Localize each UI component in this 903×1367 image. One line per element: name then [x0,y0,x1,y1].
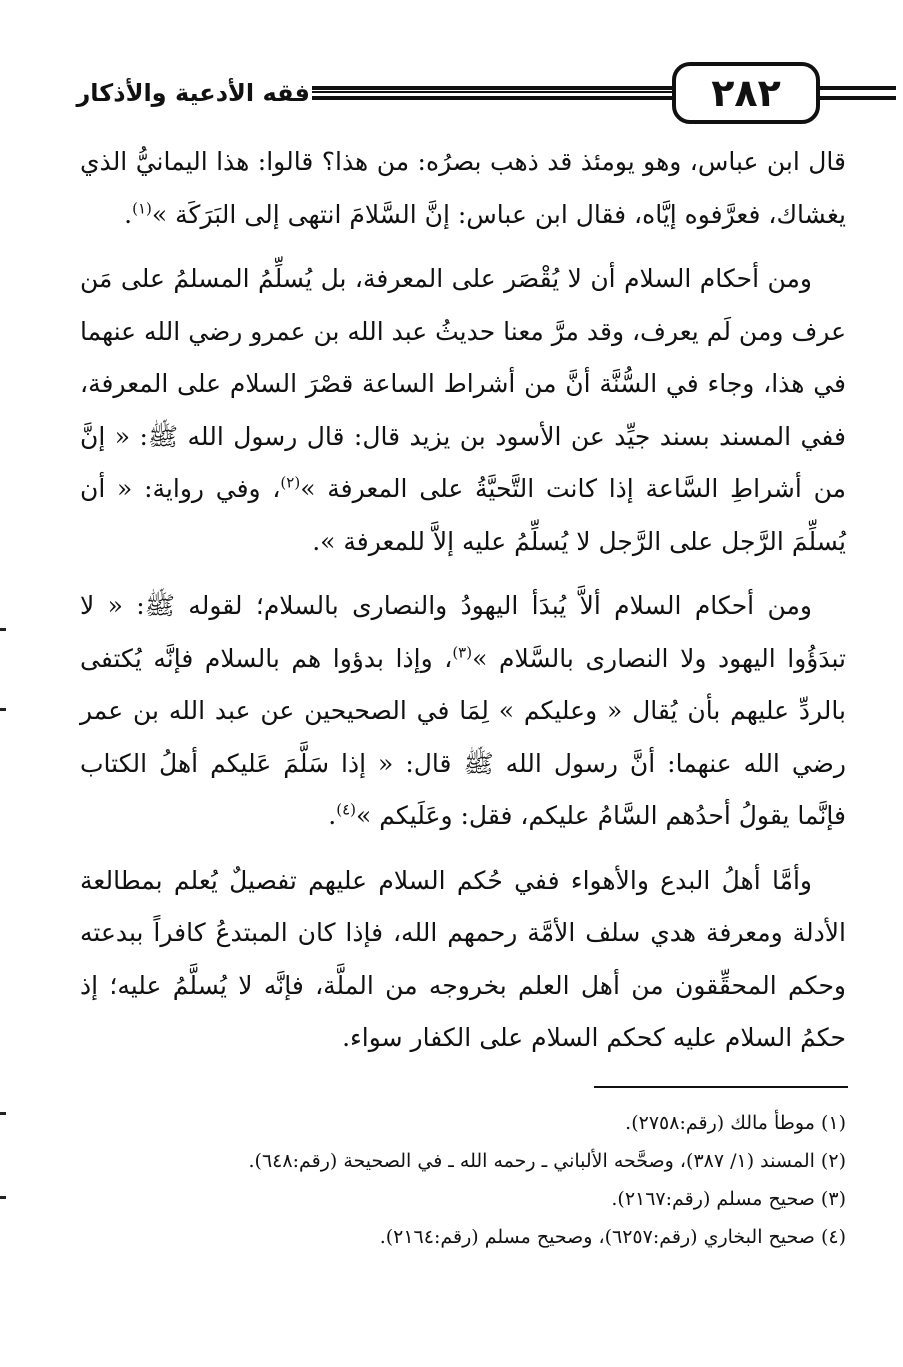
footnote-ref-2: (٢) [280,473,301,492]
footnote-ref-4: (٤) [336,800,357,819]
footnote-separator [594,1086,848,1088]
paragraph-2 [80,253,846,568]
paragraph-tail: . [124,199,133,229]
paragraph-text: ومن أحكام السلام ألاَّ يُبدَأ اليهودُ والنصارى بالسلام؛ لقوله ﷺ: « لا تبدَؤُوا اليهود ولا النصارى بالسَّلام » [80,591,846,673]
scan-mark [0,628,6,631]
paragraph-4 [80,855,846,1065]
page-number: ٢٨٢ [672,62,820,124]
paragraph-text: قال ابن عباس، وهو يومئذ قد ذهب بصرُه: من هذا؟ قالوا: هذا اليمانيُّ الذي يغشاك، فعرَّفوه إيَّاه، فقال ابن عباس: إنَّ السَّلامَ انتهى إلى البَرَكَة » [80,147,846,229]
header-rule-left [312,86,672,100]
main-text [80,136,846,1077]
paragraph-tail: ، وفي رواية: « أن يُسلِّمَ الرَّجل على الرَّجل لا يُسلِّمُ عليه إلاَّ للمعرفة ». [80,474,846,556]
footnote-ref-3: (٣) [452,643,473,662]
paragraph-1 [80,136,846,241]
page-header [62,62,838,124]
footnote-3: (٣) صحيح مسلم (رقم:٢١٦٧). [611,1188,846,1210]
header-rule-right [820,86,896,100]
paragraph-3 [80,580,846,843]
footnote-2: (٢) المسند (١/ ٣٨٧)، وصحَّحه الألباني ـ رحمه الله ـ في الصحيحة (رقم:٦٤٨). [248,1150,846,1172]
scan-mark [0,1112,6,1115]
footnote-4: (٤) صحيح البخاري (رقم:٦٢٥٧)، وصحيح مسلم (رقم:٢١٦٤). [379,1226,846,1248]
paragraph-tail-2: . [328,801,337,830]
scan-mark [0,708,6,711]
paragraph-tail: ، وإذا بدؤوا هم بالسلام فإنَّه يُكتفى بالردِّ عليهم بأن يُقال « وعليكم » لِمَا في الصحيحين عن عبد الله بن عمر رضي الله عنهما: أنَّ رسول الله ﷺ قال: « إذا سَلَّمَ عَليكم أهلُ الكتاب فإنَّما يقولُ أحدُهم السَّامُ عليكم، فقل: وعَلَيكم » [80,643,846,830]
footnote-ref-1: (١) [132,199,152,218]
footnotes [80,1104,846,1256]
paragraph-text: ومن أحكام السلام أن لا يُقْصَر على المعرفة، بل يُسلِّمُ المسلمُ على مَن عرف ومن لَم يعرف، وقد مرَّ معنا حديثُ عبد الله بن عمرو رضي الله عنهما في هذا، وجاء في السُّنَّة أنَّ من أشراط الساعة قصْرَ السلام على المعرفة، ففي المسند بسند جيِّد عن الأسود بن يزيد قال: قال رسول الله ﷺ: « إنَّ من أشراطِ السَّاعة إذا كانت التَّحيَّةُ على المعرفة » [80,264,846,503]
scan-mark [0,1196,6,1199]
paragraph-text: وأمَّا أهلُ البدع والأهواء ففي حُكم السلام عليهم تفصيلٌ يُعلم بمطالعة الأدلة ومعرفة هدي سلف الأمَّة رحمهم الله، فإذا كان المبتدعُ كافراً ببدعته وحكم المحقِّقون من أهل العلم بخروجه من الملَّة، فإنَّه لا يُسلَّمُ عليه؛ إذ حكمُ السلام عليه كحكم السلام على الكفار سواء. [80,865,846,1052]
footnote-1: (١) موطأ مالك (رقم:٢٧٥٨). [625,1112,846,1134]
running-title: فقه الأدعية والأذكار [76,79,310,107]
